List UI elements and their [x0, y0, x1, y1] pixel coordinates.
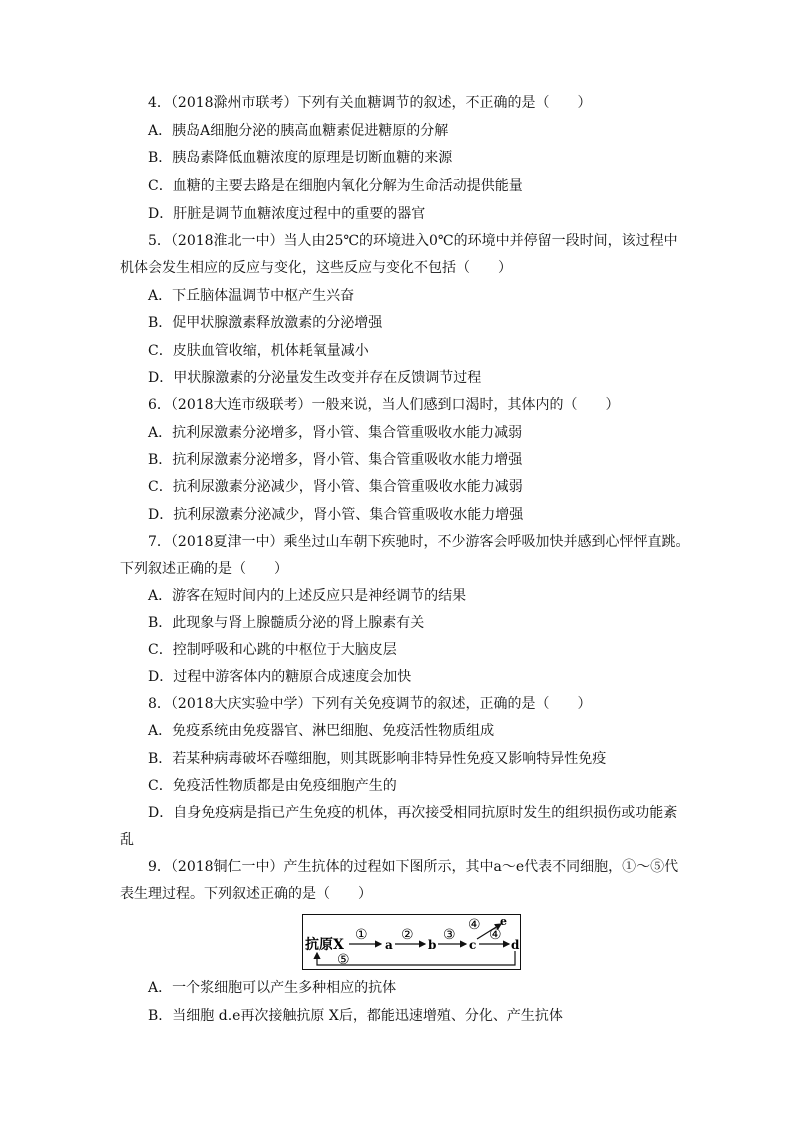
antigen-x-label: 抗原X [305, 937, 344, 953]
question-6-option-b: B．抗利尿激素分泌增多，肾小管、集合管重吸收水能力增强 [148, 452, 523, 468]
question-7-stem: 7．（2018夏津一中）乘坐过山车朝下疾驰时，不少游客会呼吸加快并感到心怦怦直跳。 [148, 534, 690, 550]
diagram-svg [303, 915, 520, 969]
step-3-label: ③ [443, 927, 456, 943]
step-4-lower-label: ④ [489, 927, 502, 943]
question-6-option-d: D．抗利尿激素分泌减少，肾小管、集合管重吸收水能力增强 [148, 507, 524, 523]
question-4-option-c: C．血糖的主要去路是在细胞内氧化分解为生命活动提供能量 [148, 178, 523, 194]
question-5-option-b: B．促甲状腺激素释放激素的分泌增强 [148, 315, 383, 331]
question-5-option-c: C．皮肤血管收缩，机体耗氧量减小 [148, 343, 369, 359]
question-9-option-b: B．当细胞 d.e再次接触抗原 X后，都能迅速增殖、分化、产生抗体 [148, 1008, 563, 1024]
question-7-option-d: D．过程中游客体内的糖原合成速度会加快 [148, 669, 412, 685]
question-8-option-d-continuation: 乱 [120, 832, 134, 848]
step-4-upper-label: ④ [468, 917, 481, 933]
cell-a-label: a [385, 938, 393, 952]
question-4-option-b: B．胰岛素降低血糖浓度的原理是切断血糖的来源 [148, 150, 453, 166]
cell-d-label: d [511, 938, 520, 952]
cell-b-label: b [428, 938, 437, 952]
question-8-option-c: C．免疫活性物质都是由免疫细胞产生的 [148, 778, 397, 794]
antibody-production-diagram [302, 914, 521, 970]
question-5-stem-continuation: 机体会发生相应的反应与变化，这些反应与变化不包括（ ） [120, 260, 512, 276]
question-4-option-d: D．肝脏是调节血糖浓度过程中的重要的器官 [148, 206, 426, 222]
step-5-label: ⑤ [337, 952, 350, 968]
question-5-stem: 5．（2018淮北一中）当人由25℃的环境进入0℃的环境中并停留一段时间，该过程中 [148, 233, 678, 249]
question-8-option-b: B．若某种病毒破坏吞噬细胞，则其既影响非特异性免疫又影响特异性免疫 [148, 751, 607, 767]
step-2-label: ② [401, 927, 414, 943]
question-6-option-c: C．抗利尿激素分泌减少，肾小管、集合管重吸收水能力减弱 [148, 479, 523, 495]
question-9-stem-continuation: 表生理过程。下列叙述正确的是（ ） [120, 886, 372, 902]
question-7-option-c: C．控制呼吸和心跳的中枢位于大脑皮层 [148, 642, 397, 658]
cell-e-label: e [500, 915, 507, 928]
question-8-option-d: D．自身免疫病是指已产生免疫的机体，再次接受相同抗原时发生的组织损伤或功能紊 [148, 805, 678, 821]
question-7-option-b: B．此现象与肾上腺髓质分泌的肾上腺素有关 [148, 615, 425, 631]
question-9-stem: 9．（2018铜仁一中）产生抗体的过程如下图所示，其中a～e代表不同细胞，①～⑤代 [148, 859, 679, 875]
question-7-option-a: A．游客在短时间内的上述反应只是神经调节的结果 [148, 588, 467, 604]
question-5-option-d: D．甲状腺激素的分泌量发生改变并存在反馈调节过程 [148, 370, 482, 386]
question-6-option-a: A．抗利尿激素分泌增多，肾小管、集合管重吸收水能力减弱 [148, 425, 523, 441]
question-8-option-a: A．免疫系统由免疫器官、淋巴细胞、免疫活性物质组成 [148, 723, 495, 739]
question-9-option-a: A．一个浆细胞可以产生多种相应的抗体 [148, 980, 397, 996]
cell-c-label: c [469, 938, 477, 952]
step-1-label: ① [355, 927, 368, 943]
question-8-stem: 8．（2018大庆实验中学）下列有关免疫调节的叙述，正确的是（ ） [148, 696, 592, 712]
question-4-stem: 4．（2018滁州市联考）下列有关血糖调节的叙述，不正确的是（ ） [148, 95, 592, 111]
question-5-option-a: A．下丘脑体温调节中枢产生兴奋 [148, 288, 355, 304]
question-6-stem: 6．（2018大连市级联考）一般来说，当人们感到口渴时，其体内的（ ） [148, 397, 620, 413]
question-4-option-a: A．胰岛A细胞分泌的胰高血糖素促进糖原的分解 [148, 123, 449, 139]
question-7-stem-continuation: 下列叙述正确的是（ ） [120, 561, 288, 577]
